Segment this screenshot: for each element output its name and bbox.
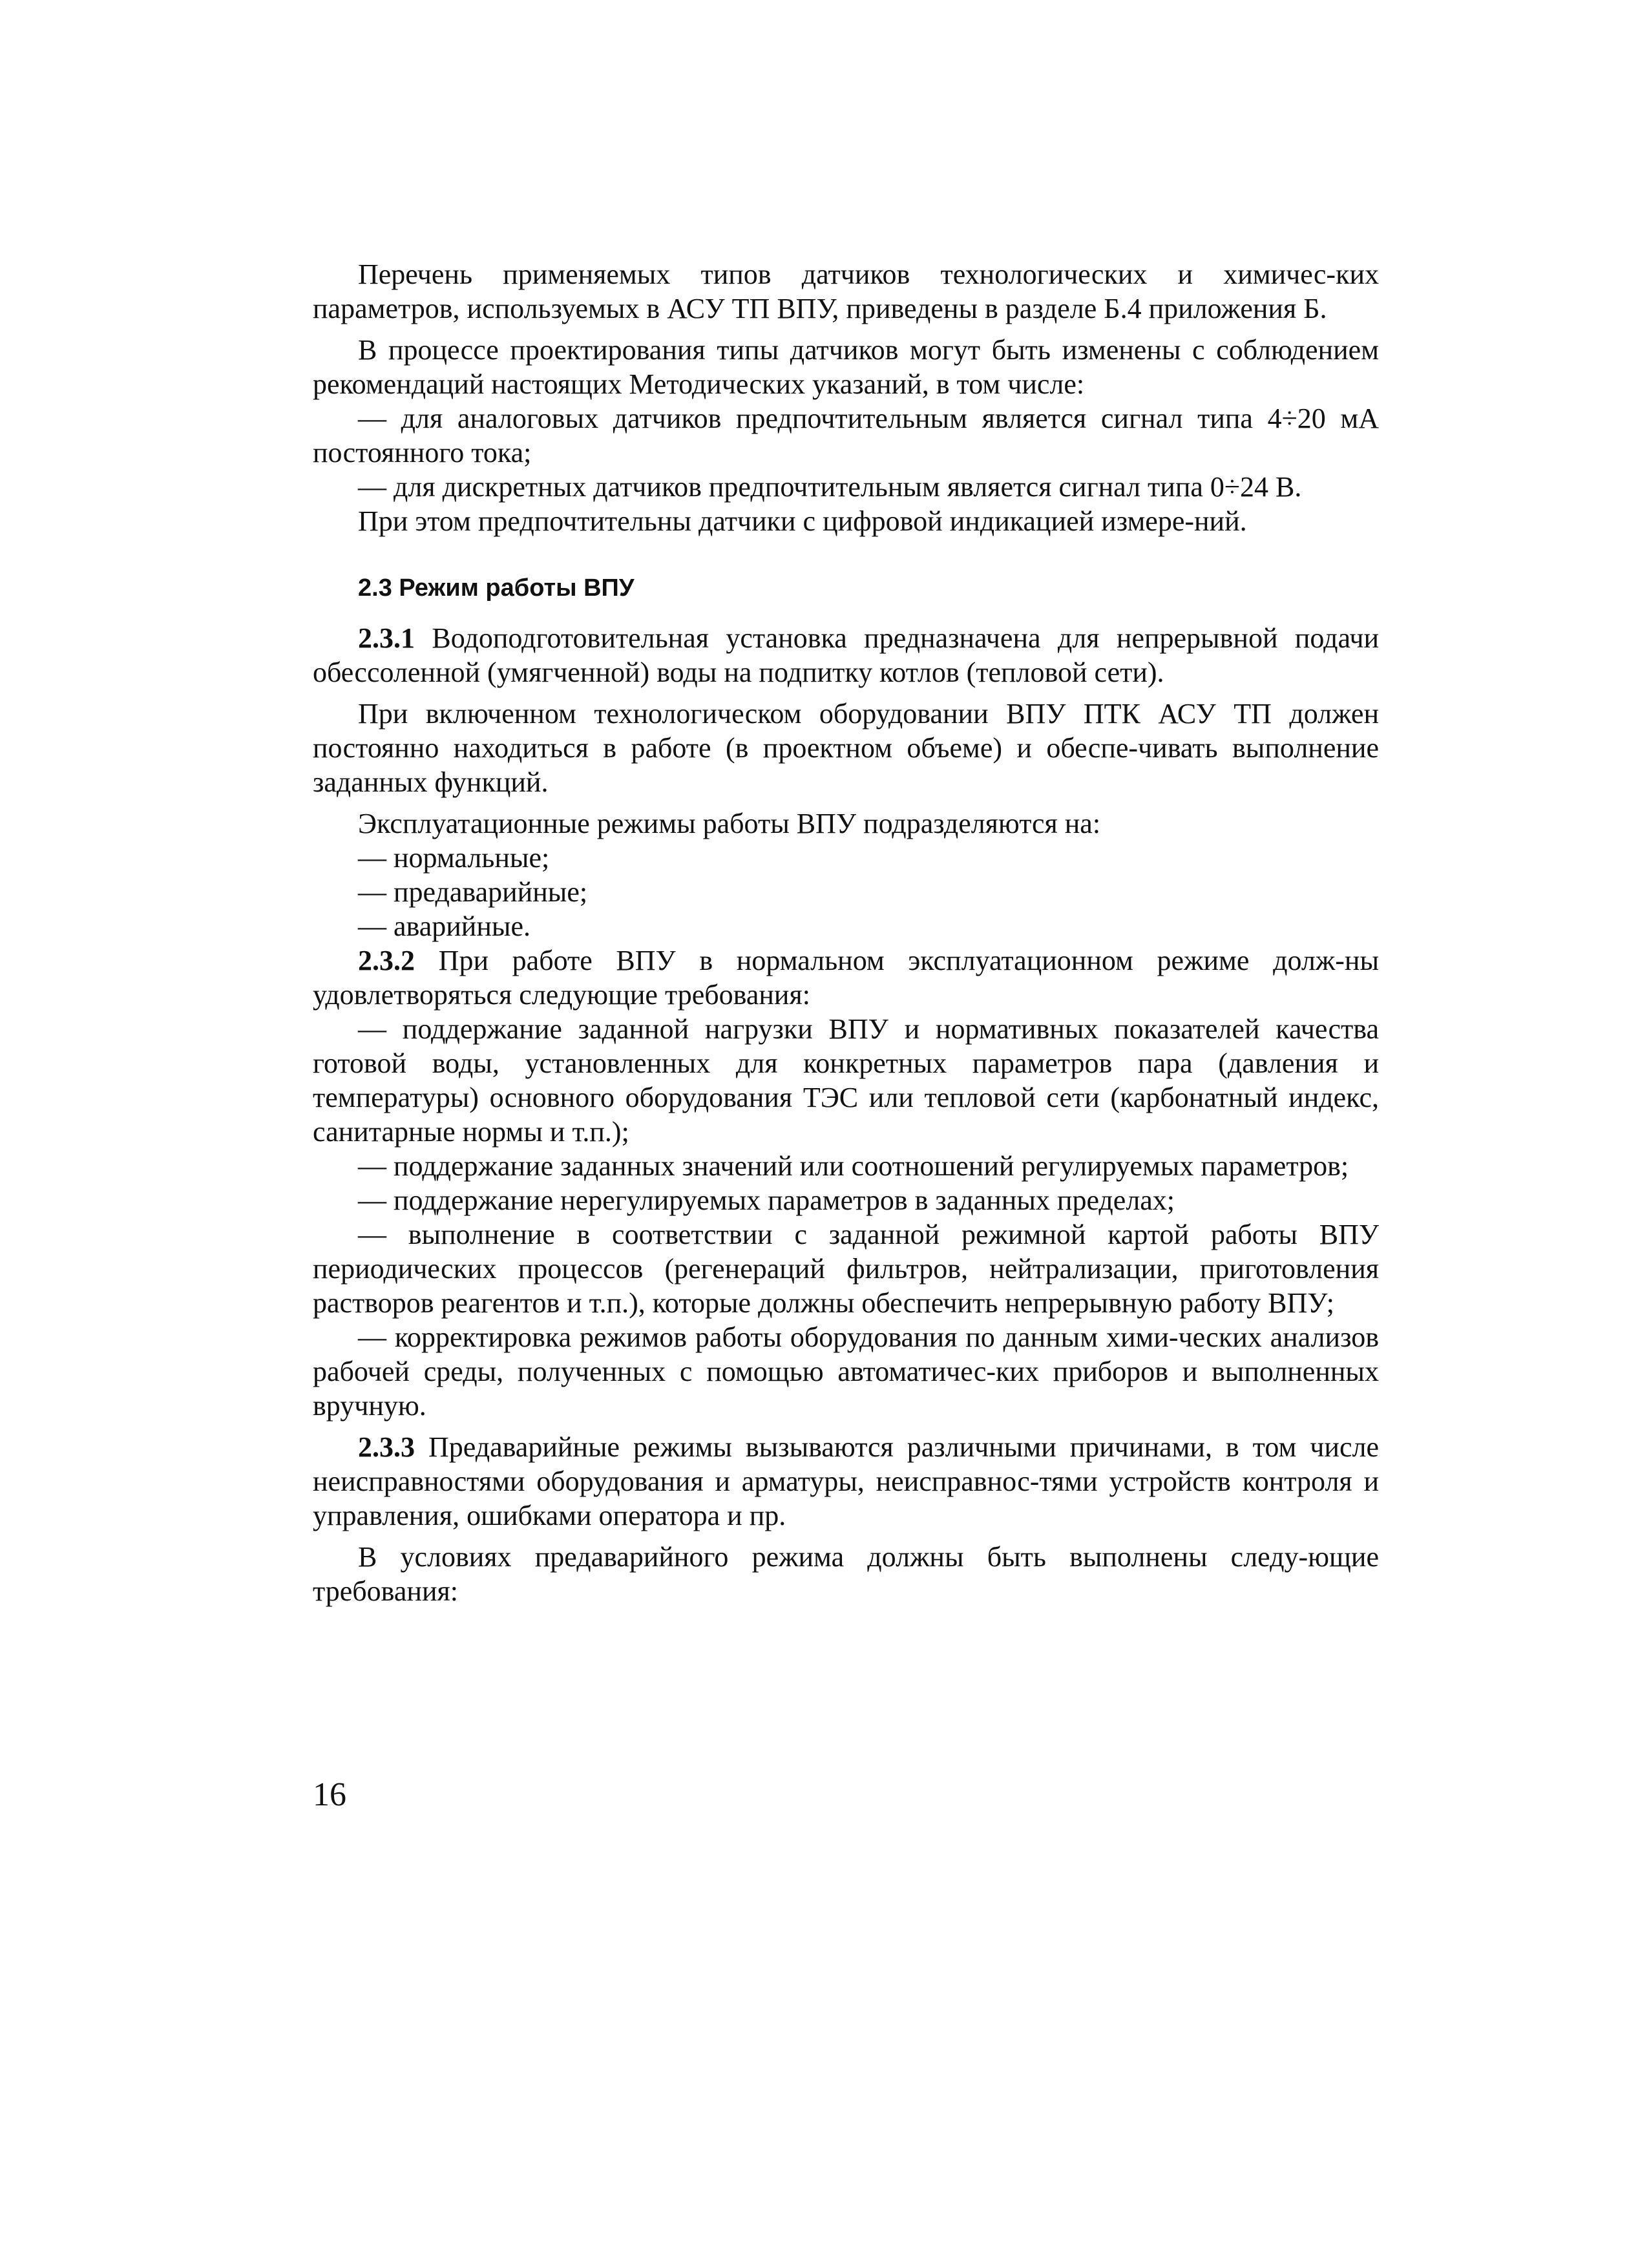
section-heading: 2.3 Режим работы ВПУ [358,574,635,602]
clause-number: 2.3.3 [358,1431,415,1463]
clause-number: 2.3.1 [358,622,415,654]
clause-2-3-1 [313,621,1379,689]
list-item-analog-sensors: — для аналоговых датчиков предпочтительным является сигнал типа 4÷20 мА постоянного тока; [313,403,1379,468]
paragraph-ptk-operation: При включенном технологическом оборудовании ВПУ ПТК АСУ ТП должен постоянно находиться в работе (в проектном объеме) и обеспе-чивать выполнение заданных функций. [313,698,1379,798]
paragraph-sensor-change: В процессе проектирования типы датчиков могут быть изменены с соблюдением рекомендаций настоящих Методических указаний, в том числе: [313,334,1379,400]
list-item-requirement: — выполнение в соответствии с заданной режимной картой работы ВПУ периодических процессов (регенераций фильтров, нейтрализации, приготовления растворов реагентов и т.п.), которые должны обеспечить непрерывную работу ВПУ; [313,1219,1379,1319]
list-item-mode-emergency: — аварийные. [358,910,530,942]
list-item-discrete-sensors: — для дискретных датчиков предпочтительным является сигнал типа 0÷24 В. [358,471,1302,503]
list-item-requirement: — поддержание заданной нагрузки ВПУ и нормативных показателей качества готовой воды, установленных для конкретных параметров пара (давления и температуры) основного оборудования ТЭС или тепловой сети (карбонатный индекс, санитарные нормы и т.п.); [313,1013,1379,1148]
paragraph-pre-emergency-requirements: В условиях предаварийного режима должны быть выполнены следу-ющие требования: [313,1541,1379,1607]
list-item-mode-normal: — нормальные; [358,842,550,874]
page-number: 16 [313,1776,346,1813]
clause-number: 2.3.2 [358,945,415,976]
paragraph-modes-intro: Эксплуатационные режимы работы ВПУ подразделяются на: [358,808,1101,839]
list-item-requirement: — поддержание заданных значений или соотношений регулируемых параметров; [358,1150,1349,1182]
clause-text: Водоподготовительная установка предназначена для непрерывной подачи обессоленной (умягченной) воды на подпитку котлов (тепловой сети). [313,622,1379,688]
list-item-mode-pre-emergency: — предаварийные; [358,876,588,908]
clause-2-3-3 [313,1430,1379,1533]
body-text [313,257,1379,1608]
paragraph-digital-indication: При этом предпочтительны датчики с цифровой индикацией измере-ний. [358,505,1247,537]
list-item-requirement: — поддержание нерегулируемых параметров в заданных пределах; [358,1184,1175,1216]
paragraph-sensor-list: Перечень применяемых типов датчиков технологических и химичес-ких параметров, используемых в АСУ ТП ВПУ, приведены в разделе Б.4 приложения Б. [313,258,1379,324]
clause-text: При работе ВПУ в нормальном эксплуатационном режиме долж-ны удовлетворяться следующие требования: [313,945,1379,1011]
clause-2-3-2 [313,943,1379,1012]
list-item-requirement: — корректировка режимов работы оборудования по данным хими-ческих анализов рабочей среды, полученных с помощью автоматичес-ких приборов и выполненных вручную. [313,1321,1379,1422]
clause-text: Предаварийные режимы вызываются различными причинами, в том числе неисправностями оборудования и арматуры, неисправнос-тями устройств контроля и управления, ошибками оператора и пр. [313,1431,1379,1531]
